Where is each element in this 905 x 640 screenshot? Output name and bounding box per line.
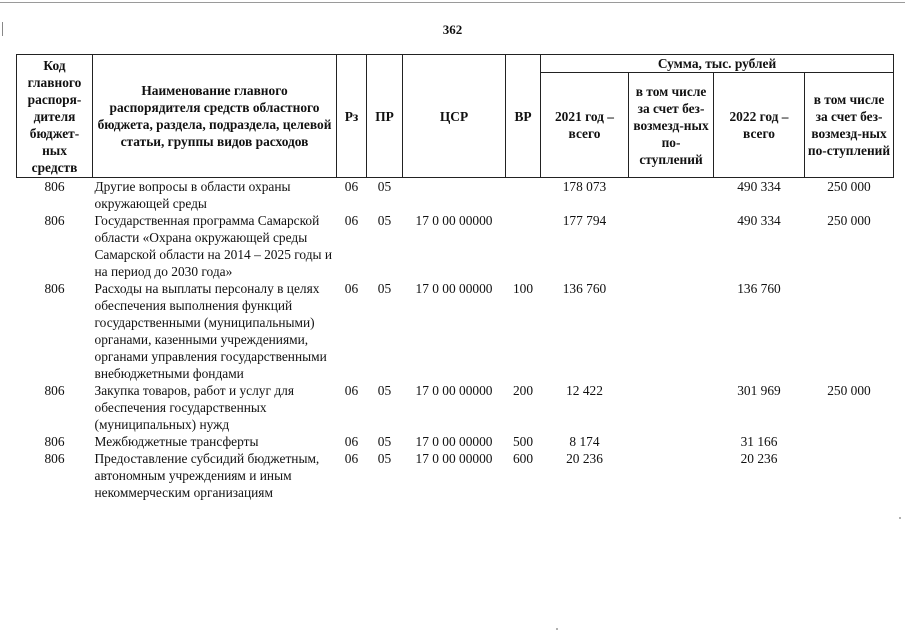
cell-rz: 06 [344, 451, 359, 466]
cell-rz: 06 [344, 383, 359, 398]
header-code: Код главного распоря-дителя бюджет-ных средств [17, 55, 93, 178]
cell-rz: 06 [344, 281, 359, 296]
cell-2021-total: 20 236 [566, 451, 603, 466]
table-row [17, 382, 894, 433]
cell-2022-total: 301 969 [737, 383, 781, 398]
cell-2021-total: 178 073 [562, 179, 607, 194]
cell-code: 806 [44, 213, 65, 228]
cell-rz: 06 [344, 179, 359, 194]
cell-rz: 06 [344, 213, 359, 228]
page-number: 362 [442, 22, 463, 37]
cell-pr: 05 [377, 451, 392, 466]
cell-pr: 05 [377, 213, 392, 228]
cell-code: 806 [44, 383, 65, 398]
header-2022-free: в том числе за счет без-возмезд-ных по-ступлений [805, 73, 894, 178]
cell-2022-total: 490 334 [737, 179, 781, 194]
header-pr: ПР [367, 55, 403, 178]
cell-pr: 05 [377, 281, 392, 296]
cell-2022-free: 250 000 [827, 213, 871, 228]
table-row [17, 178, 894, 213]
cell-vr: 500 [512, 434, 534, 449]
cell-2022-free: 250 000 [827, 383, 871, 398]
cell-2021-free [629, 280, 714, 382]
cell-code: 806 [44, 434, 65, 449]
budget-table [16, 54, 894, 501]
cell-name: Другие вопросы в области охраны окружающей среды [94, 179, 291, 211]
cell-2022-total: 20 236 [740, 451, 778, 466]
table-row [17, 433, 894, 450]
cell-2022-free [805, 433, 894, 450]
top-rule [0, 2, 905, 3]
header-rz: Рз [337, 55, 367, 178]
cell-2022-free [805, 450, 894, 501]
header-2021-total: 2021 год – всего [541, 73, 629, 178]
cell-2021-total: 136 760 [562, 281, 607, 296]
scan-speck [556, 628, 558, 630]
table-header [17, 55, 894, 178]
cell-2021-free [629, 433, 714, 450]
cell-rz: 06 [344, 434, 359, 449]
cell-vr: 600 [512, 451, 534, 466]
cell-2021-free [629, 212, 714, 280]
cell-vr: 200 [512, 383, 534, 398]
cell-csr: 17 0 00 00000 [415, 383, 493, 398]
cell-csr: 17 0 00 00000 [415, 434, 493, 449]
cell-code: 806 [44, 281, 65, 296]
cell-2021-total: 8 174 [569, 434, 600, 449]
scan-speck [899, 517, 901, 519]
cell-pr: 05 [377, 434, 392, 449]
cell-csr: 17 0 00 00000 [415, 281, 493, 296]
header-csr: ЦСР [403, 55, 506, 178]
cell-name: Закупка товаров, работ и услуг для обеспечения государственных (муниципальных) нужд [94, 383, 294, 432]
cell-csr: 17 0 00 00000 [415, 451, 493, 466]
cell-pr: 05 [377, 179, 392, 194]
cell-vr [506, 212, 541, 280]
table-row [17, 280, 894, 382]
header-2021-free: в том числе за счет без-возмезд-ных по-ступлений [629, 73, 714, 178]
header-sum-group: Сумма, тыс. рублей [541, 55, 894, 73]
cell-2022-free [805, 280, 894, 382]
cell-code: 806 [44, 451, 65, 466]
cell-2021-total: 177 794 [562, 213, 607, 228]
cell-code: 806 [44, 179, 65, 194]
cell-2021-free [629, 178, 714, 213]
cell-2021-total: 12 422 [566, 383, 603, 398]
cell-name: Межбюджетные трансферты [94, 434, 259, 449]
cell-2022-total: 136 760 [737, 281, 781, 296]
cell-name: Государственная программа Самарской области «Охрана окружающей среды Самарской области на 2014 – 2025 годы и на период до 2030 года» [94, 213, 333, 279]
cell-2022-total: 31 166 [740, 434, 778, 449]
header-vr: ВР [506, 55, 541, 178]
header-2022-total: 2022 год – всего [714, 73, 805, 178]
cell-2022-total: 490 334 [737, 213, 781, 228]
cell-csr [403, 178, 506, 213]
header-name: Наименование главного распорядителя средств областного бюджета, раздела, подраздела, целевой статьи, группы видов расходов [93, 55, 337, 178]
cell-name: Расходы на выплаты персоналу в целях обеспечения выполнения функций государственными (муниципальными) органами, казенными учреждениями, органами управления государственными внебюджетными фондами [94, 281, 327, 381]
cell-2021-free [629, 382, 714, 433]
cell-csr: 17 0 00 00000 [415, 213, 493, 228]
cell-pr: 05 [377, 383, 392, 398]
cell-vr: 100 [512, 281, 534, 296]
cell-name: Предоставление субсидий бюджетным, автономным учреждениям и иным некоммерческим организациям [94, 451, 320, 500]
cell-2021-free [629, 450, 714, 501]
cell-vr [506, 178, 541, 213]
table-row [17, 450, 894, 501]
table-row [17, 212, 894, 280]
cell-2022-free: 250 000 [827, 179, 871, 194]
table-body [17, 178, 894, 502]
